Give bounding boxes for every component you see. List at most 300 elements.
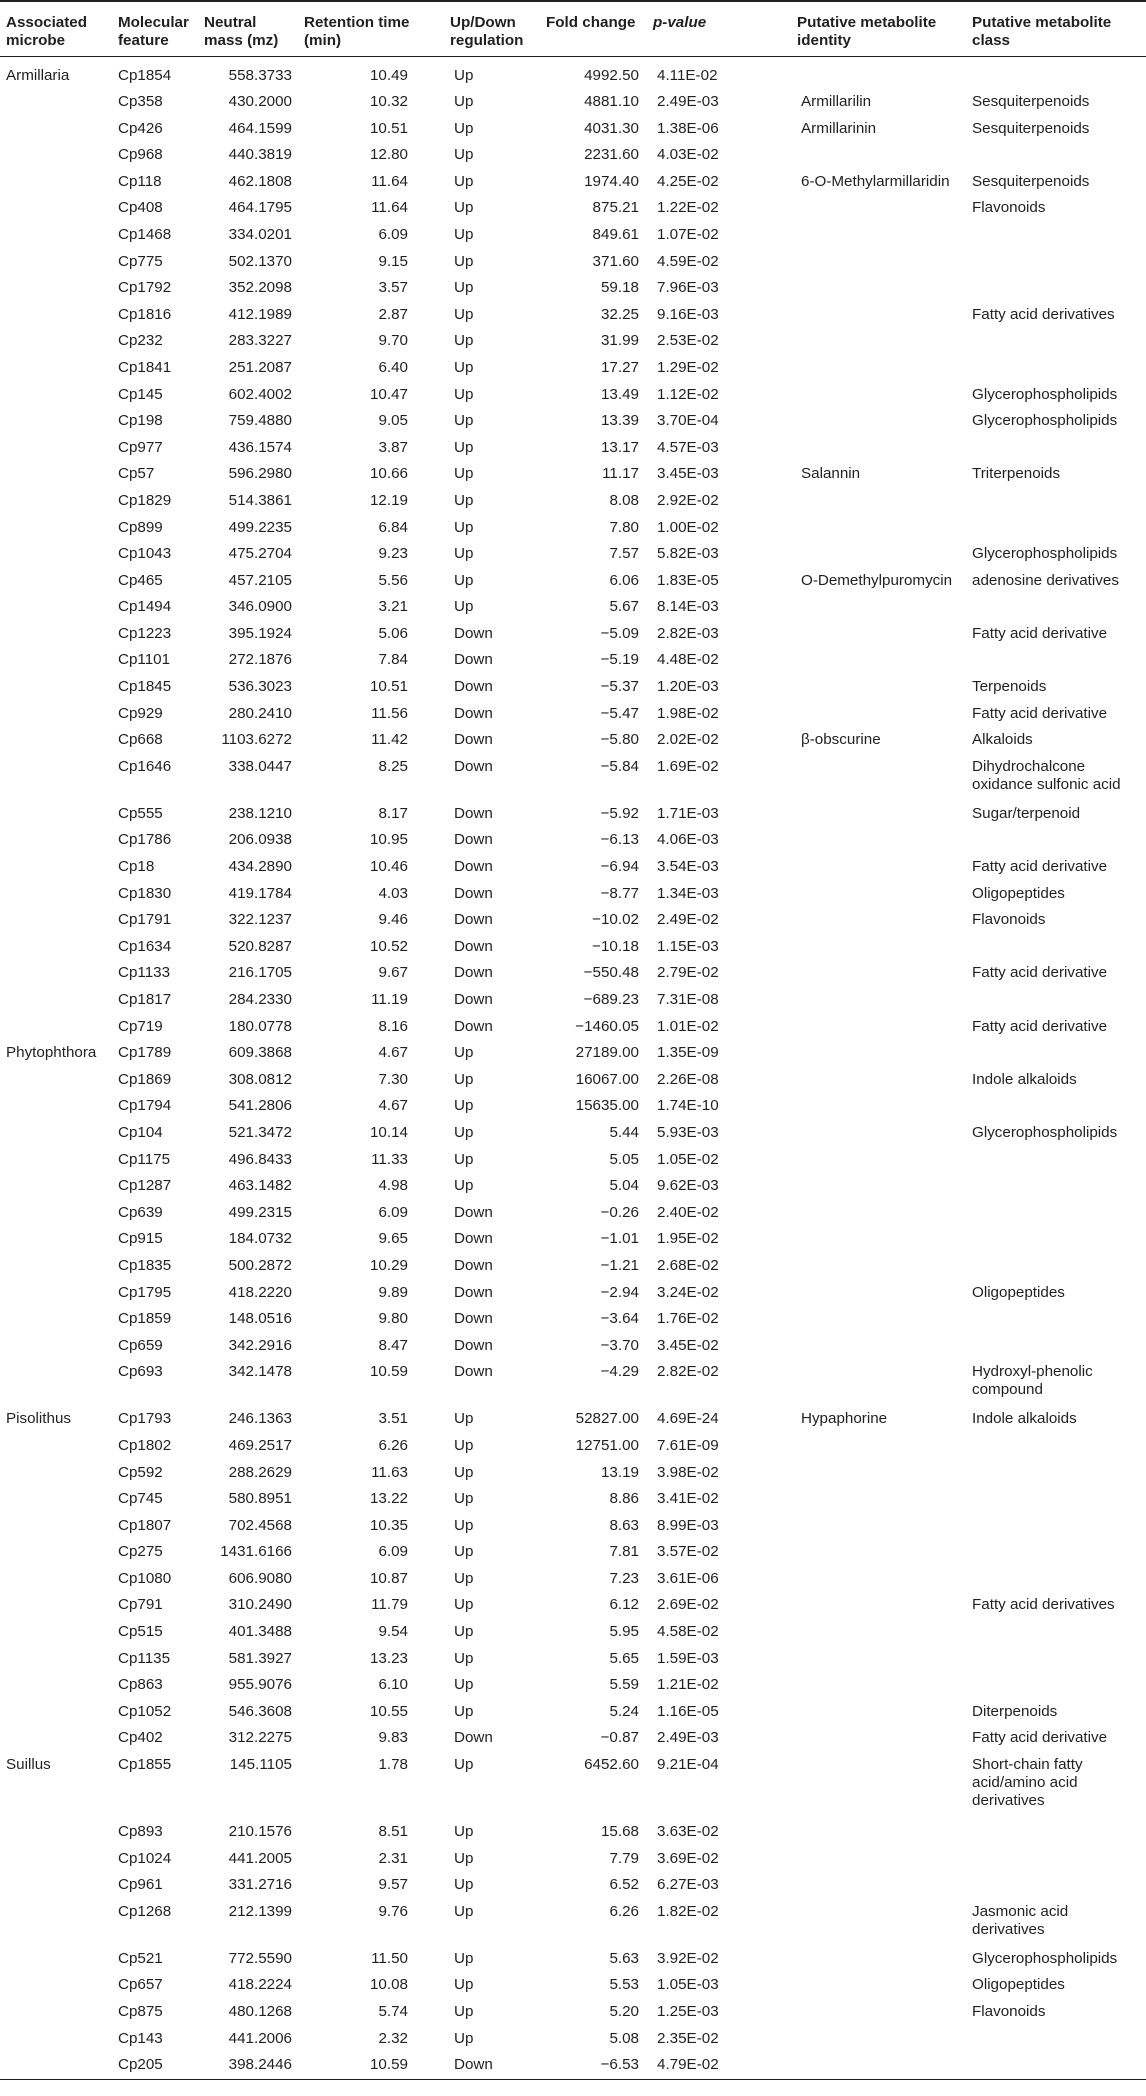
cell-feature: Cp145 xyxy=(118,385,163,403)
cell-fold-change: −5.09 xyxy=(600,624,639,642)
cell-retention-time: 11.63 xyxy=(371,1463,408,1481)
cell-regulation: Up xyxy=(454,1410,474,1428)
header-fold-change: Fold change xyxy=(540,1,647,56)
cell-feature: Cp521 xyxy=(118,1949,163,1967)
cell-p-value: 1.20E-03 xyxy=(657,678,719,696)
cell-mass: 1103.6272 xyxy=(221,731,292,749)
cell-feature: Cp57 xyxy=(118,465,155,483)
cell-retention-time: 1.78 xyxy=(378,1756,408,1774)
cell-feature: Cp1855 xyxy=(118,1756,172,1774)
cell-identity: Hypaphorine xyxy=(801,1410,888,1428)
cell-class xyxy=(966,595,1146,622)
cell-mass: 521.3472 xyxy=(228,1123,292,1141)
cell-feature: Cp408 xyxy=(118,199,163,217)
cell-p-value: 6.27E-03 xyxy=(657,1876,719,1894)
cell-feature: Cp1135 xyxy=(118,1649,171,1667)
cell-class: Oligopeptides xyxy=(972,884,1065,902)
cell-mass: 342.2916 xyxy=(228,1336,292,1354)
cell-regulation: Up xyxy=(454,1569,474,1587)
cell-retention-time: 10.14 xyxy=(369,1123,408,1141)
table-row xyxy=(0,828,1146,855)
cell-identity xyxy=(791,409,966,436)
cell-microbe xyxy=(0,648,112,675)
cell-regulation: Up xyxy=(454,305,474,323)
table-row xyxy=(0,961,1146,988)
cell-retention-time: 9.89 xyxy=(378,1283,408,1301)
cell-mass: 702.4568 xyxy=(228,1516,292,1534)
cell-feature: Cp205 xyxy=(112,2053,198,2080)
cell-fold-change: 6.12 xyxy=(609,1596,639,1614)
cell-mass: 342.1478 xyxy=(228,1363,292,1381)
cell-microbe xyxy=(0,542,112,569)
cell-class xyxy=(966,1820,1146,1847)
cell-class xyxy=(966,1041,1146,1068)
cell-regulation: Up xyxy=(454,332,474,350)
cell-microbe xyxy=(0,516,112,543)
cell-microbe xyxy=(0,1254,112,1281)
table-row xyxy=(0,170,1146,197)
cell-microbe xyxy=(0,436,112,463)
cell-p-value: 3.98E-02 xyxy=(657,1463,719,1481)
table-row xyxy=(0,1041,1146,1068)
cell-fold-change: 27189.00 xyxy=(575,1044,639,1062)
cell-p-value: 2.69E-02 xyxy=(657,1596,719,1614)
cell-class xyxy=(966,1514,1146,1541)
cell-fold-change: −5.80 xyxy=(600,731,639,749)
cell-regulation: Down xyxy=(454,678,493,696)
cell-fold-change: −5.84 xyxy=(600,757,639,775)
table-row xyxy=(0,489,1146,516)
cell-identity xyxy=(791,988,966,1015)
cell-microbe xyxy=(0,1873,112,1900)
table-row xyxy=(0,595,1146,622)
cell-feature: Cp198 xyxy=(118,412,163,430)
cell-mass: 462.1808 xyxy=(228,172,292,190)
cell-class xyxy=(966,1227,1146,1254)
cell-mass: 464.1599 xyxy=(228,119,292,137)
cell-retention-time: 4.03 xyxy=(378,884,408,902)
cell-feature: Cp977 xyxy=(118,438,163,456)
cell-retention-time: 8.51 xyxy=(378,1823,408,1841)
cell-regulation: Down xyxy=(454,884,493,902)
cell-regulation: Down xyxy=(444,2053,540,2080)
cell-regulation: Down xyxy=(454,804,493,822)
table-row xyxy=(0,1094,1146,1121)
cell-p-value: 3.63E-02 xyxy=(657,1823,719,1841)
table-row xyxy=(0,675,1146,702)
cell-microbe xyxy=(0,1307,112,1334)
cell-p-value: 5.93E-03 xyxy=(657,1123,719,1141)
cell-fold-change: 7.57 xyxy=(609,545,639,563)
cell-mass: 412.1989 xyxy=(228,305,292,323)
table-row xyxy=(0,622,1146,649)
table-row xyxy=(0,329,1146,356)
cell-regulation: Up xyxy=(454,598,474,616)
cell-microbe xyxy=(0,143,112,170)
cell-class xyxy=(966,223,1146,250)
cell-class: Dihydrochalcone oxidance sulfonic acid xyxy=(972,757,1121,793)
cell-p-value: 3.45E-03 xyxy=(657,465,719,483)
cell-microbe xyxy=(0,1148,112,1175)
cell-regulation: Up xyxy=(454,93,474,110)
cell-regulation: Up xyxy=(454,571,474,589)
cell-microbe xyxy=(0,1201,112,1228)
cell-p-value: 3.45E-02 xyxy=(657,1336,719,1354)
cell-feature: Cp515 xyxy=(118,1623,163,1641)
cell-feature: Cp18 xyxy=(118,858,155,876)
cell-p-value: 1.59E-03 xyxy=(657,1649,719,1667)
cell-microbe xyxy=(0,196,112,223)
cell-retention-time: 9.65 xyxy=(378,1230,408,1248)
cell-p-value: 4.79E-02 xyxy=(647,2053,791,2080)
cell-feature: Cp1786 xyxy=(118,831,172,849)
cell-identity: Armillarilin xyxy=(801,93,872,110)
cell-identity xyxy=(791,1700,966,1727)
table-row xyxy=(0,1148,1146,1175)
cell-regulation: Up xyxy=(454,1596,474,1614)
cell-p-value: 2.82E-02 xyxy=(657,1363,719,1381)
cell-identity xyxy=(791,516,966,543)
table-row xyxy=(0,2000,1146,2027)
table-row xyxy=(0,1540,1146,1567)
cell-mass: 418.2224 xyxy=(228,1976,292,1994)
cell-regulation: Down xyxy=(454,1230,493,1248)
cell-p-value: 3.41E-02 xyxy=(657,1490,719,1508)
cell-retention-time: 9.05 xyxy=(378,412,408,430)
cell-mass: 272.1876 xyxy=(228,651,292,669)
cell-retention-time: 5.74 xyxy=(378,2003,408,2020)
cell-class: Sesquiterpenoids xyxy=(972,119,1090,137)
cell-regulation: Up xyxy=(454,1976,474,1994)
cell-class xyxy=(966,1540,1146,1567)
table-row xyxy=(0,1307,1146,1334)
cell-class: Fatty acid derivatives xyxy=(972,1596,1115,1614)
cell-class xyxy=(966,648,1146,675)
cell-mass: 502.1370 xyxy=(228,252,292,270)
cell-microbe xyxy=(0,1334,112,1361)
cell-fold-change: 59.18 xyxy=(600,279,639,297)
cell-feature: Cp639 xyxy=(118,1203,163,1221)
cell-microbe xyxy=(0,276,112,303)
cell-regulation: Up xyxy=(454,66,474,84)
cell-microbe xyxy=(0,1434,112,1461)
cell-identity xyxy=(791,1847,966,1874)
cell-fold-change: 5.20 xyxy=(609,2003,639,2020)
cell-identity xyxy=(791,1094,966,1121)
cell-feature: Cp659 xyxy=(118,1336,163,1354)
cell-retention-time: 6.26 xyxy=(378,1436,408,1454)
cell-regulation: Up xyxy=(454,1543,474,1561)
cell-microbe xyxy=(0,622,112,649)
cell-class: Sesquiterpenoids xyxy=(972,93,1090,110)
cell-identity xyxy=(791,1973,966,2000)
cell-identity: Armillarinin xyxy=(801,119,877,137)
cell-regulation: Up xyxy=(454,1150,474,1168)
cell-feature: Cp1634 xyxy=(118,937,172,955)
cell-regulation: Down xyxy=(454,1363,493,1381)
table-row xyxy=(0,755,1146,802)
cell-class: Short-chain fatty acid/amino acid derivatives xyxy=(972,1756,1083,1809)
cell-class: Flavonoids xyxy=(972,911,1046,929)
cell-microbe xyxy=(0,1947,112,1974)
cell-p-value: 4.58E-02 xyxy=(657,1623,719,1641)
cell-mass: 184.0732 xyxy=(228,1230,292,1248)
table-row xyxy=(0,1700,1146,1727)
cell-p-value: 1.29E-02 xyxy=(657,358,719,376)
cell-p-value: 2.82E-03 xyxy=(657,624,719,642)
cell-microbe xyxy=(0,1647,112,1674)
cell-regulation: Up xyxy=(454,1436,474,1454)
cell-feature: Cp1802 xyxy=(118,1436,172,1454)
cell-fold-change: 8.63 xyxy=(609,1516,639,1534)
cell-retention-time: 12.19 xyxy=(369,491,408,509)
cell-microbe xyxy=(0,329,112,356)
cell-microbe xyxy=(0,409,112,436)
cell-class xyxy=(966,1461,1146,1488)
cell-fold-change: 31.99 xyxy=(600,332,639,350)
cell-p-value: 1.34E-03 xyxy=(657,884,719,902)
cell-p-value: 4.11E-02 xyxy=(657,66,718,84)
table-row xyxy=(0,2053,1146,2080)
cell-microbe xyxy=(0,908,112,935)
cell-identity xyxy=(791,855,966,882)
cell-class xyxy=(966,1174,1146,1201)
cell-feature: Cp1494 xyxy=(118,598,172,616)
cell-class xyxy=(966,1620,1146,1647)
table-row xyxy=(0,1487,1146,1514)
cell-mass: 596.2980 xyxy=(228,465,292,483)
cell-feature: Cp1807 xyxy=(118,1516,172,1534)
cell-feature: Cp275 xyxy=(118,1543,163,1561)
cell-fold-change: 2231.60 xyxy=(584,146,639,164)
cell-p-value: 1.71E-03 xyxy=(657,804,719,822)
header-microbe: Associated microbe xyxy=(0,1,112,56)
cell-identity xyxy=(791,882,966,909)
cell-fold-change: −4.29 xyxy=(600,1363,639,1381)
cell-microbe xyxy=(0,1487,112,1514)
cell-retention-time: 11.19 xyxy=(371,991,408,1008)
cell-fold-change: 7.80 xyxy=(609,518,639,536)
cell-microbe xyxy=(0,1094,112,1121)
cell-class xyxy=(966,828,1146,855)
cell-fold-change: 12751.00 xyxy=(575,1436,639,1454)
cell-mass: 606.9080 xyxy=(228,1569,292,1587)
table-row xyxy=(0,728,1146,755)
cell-fold-change: −1.01 xyxy=(600,1230,639,1248)
cell-regulation: Up xyxy=(454,199,474,217)
cell-mass: 580.8951 xyxy=(228,1490,292,1508)
table-row xyxy=(0,1254,1146,1281)
cell-class: Glycerophospholipids xyxy=(972,385,1118,403)
cell-identity xyxy=(791,436,966,463)
cell-feature: Cp426 xyxy=(118,119,163,137)
cell-class xyxy=(966,1334,1146,1361)
cell-p-value: 9.62E-03 xyxy=(657,1177,719,1195)
cell-microbe xyxy=(0,356,112,383)
cell-class: Triterpenoids xyxy=(972,465,1061,483)
cell-mass: 418.2220 xyxy=(228,1283,292,1301)
cell-mass: 500.2872 xyxy=(228,1256,292,1274)
cell-regulation: Down xyxy=(454,1310,493,1328)
cell-fold-change: −6.94 xyxy=(600,858,639,876)
table-row xyxy=(0,1121,1146,1148)
cell-regulation: Up xyxy=(454,1070,474,1088)
cell-retention-time: 10.59 xyxy=(298,2053,444,2080)
cell-retention-time: 10.08 xyxy=(369,1976,408,1994)
header-class: Putative metabolite class xyxy=(966,1,1146,56)
cell-microbe xyxy=(0,1820,112,1847)
cell-mass: 312.2275 xyxy=(228,1729,292,1747)
cell-mass: 280.2410 xyxy=(228,704,292,722)
cell-microbe xyxy=(0,1593,112,1620)
header-p-value: p-value xyxy=(647,1,791,56)
cell-regulation: Up xyxy=(454,1044,474,1062)
cell-class xyxy=(966,1487,1146,1514)
cell-identity xyxy=(791,1514,966,1541)
cell-feature: Cp657 xyxy=(118,1976,163,1994)
cell-feature: Cp1794 xyxy=(118,1097,172,1115)
cell-identity xyxy=(791,2053,966,2080)
cell-mass: 212.1399 xyxy=(228,1902,292,1920)
table-row xyxy=(0,882,1146,909)
cell-fold-change: 4031.30 xyxy=(584,119,639,137)
cell-identity xyxy=(791,1360,966,1407)
cell-regulation: Up xyxy=(454,1516,474,1534)
cell-identity xyxy=(791,1254,966,1281)
table-row xyxy=(0,542,1146,569)
cell-mass: 216.1705 xyxy=(228,964,292,982)
cell-class: Indole alkaloids xyxy=(972,1410,1077,1428)
cell-fold-change: 5.08 xyxy=(609,2029,639,2047)
cell-microbe xyxy=(0,489,112,516)
table-row xyxy=(0,436,1146,463)
cell-regulation: Down xyxy=(454,1336,493,1354)
table-row xyxy=(0,1593,1146,1620)
cell-feature: Cp1829 xyxy=(118,491,172,509)
cell-class xyxy=(966,276,1146,303)
cell-identity xyxy=(791,961,966,988)
cell-microbe xyxy=(0,383,112,410)
table-row xyxy=(0,569,1146,596)
cell-retention-time: 6.09 xyxy=(378,1543,408,1561)
cell-mass: 469.2517 xyxy=(228,1436,292,1454)
cell-retention-time: 13.22 xyxy=(369,1490,408,1508)
cell-mass: 955.9076 xyxy=(228,1676,292,1694)
cell-p-value: 2.35E-02 xyxy=(657,2029,719,2047)
cell-retention-time: 2.31 xyxy=(378,1849,408,1867)
table-row xyxy=(0,1973,1146,2000)
cell-identity xyxy=(791,1174,966,1201)
cell-feature: Cp1268 xyxy=(118,1902,172,1920)
cell-feature: Cp968 xyxy=(118,146,163,164)
header-regulation: Up/Down regulation xyxy=(444,1,540,56)
cell-regulation: Up xyxy=(454,1676,474,1694)
cell-class xyxy=(966,1647,1146,1674)
cell-identity xyxy=(791,1068,966,1095)
cell-class xyxy=(966,356,1146,383)
cell-identity xyxy=(791,622,966,649)
cell-retention-time: 9.80 xyxy=(378,1310,408,1328)
cell-feature: Cp1795 xyxy=(118,1283,172,1301)
cell-microbe xyxy=(0,1068,112,1095)
cell-identity xyxy=(791,1820,966,1847)
cell-mass: 308.0812 xyxy=(228,1070,292,1088)
table-row xyxy=(0,1847,1146,1874)
cell-class xyxy=(966,1567,1146,1594)
table-row xyxy=(0,516,1146,543)
cell-class: Glycerophospholipids xyxy=(972,412,1118,430)
cell-regulation: Down xyxy=(454,1203,493,1221)
cell-regulation: Up xyxy=(454,1756,474,1774)
cell-class: Fatty acid derivative xyxy=(972,1017,1108,1035)
cell-feature: Cp1101 xyxy=(118,651,171,669)
cell-microbe xyxy=(0,1015,112,1042)
cell-feature: Cp899 xyxy=(118,518,163,536)
table-row xyxy=(0,1334,1146,1361)
cell-mass: 480.1268 xyxy=(228,2003,292,2020)
cell-mass: 441.2005 xyxy=(228,1849,292,1867)
cell-microbe xyxy=(0,702,112,729)
cell-fold-change: −10.18 xyxy=(592,937,639,955)
cell-feature: Cp1468 xyxy=(118,225,172,243)
cell-feature: Cp555 xyxy=(118,804,163,822)
cell-regulation: Up xyxy=(454,2029,474,2047)
cell-retention-time: 9.46 xyxy=(378,911,408,929)
cell-mass: 310.2490 xyxy=(228,1596,292,1614)
cell-class xyxy=(966,329,1146,356)
cell-feature: Cp104 xyxy=(118,1123,163,1141)
cell-microbe xyxy=(0,1847,112,1874)
cell-feature: Cp1854 xyxy=(118,66,172,84)
cell-p-value: 1.05E-03 xyxy=(657,1976,719,1994)
cell-identity xyxy=(791,329,966,356)
cell-microbe xyxy=(0,1174,112,1201)
cell-retention-time: 11.64 xyxy=(371,172,408,190)
cell-class: Fatty acid derivatives xyxy=(972,305,1115,323)
cell-microbe xyxy=(0,1726,112,1753)
table-row xyxy=(0,908,1146,935)
cell-regulation: Up xyxy=(454,358,474,376)
cell-retention-time: 9.67 xyxy=(378,964,408,982)
table-row xyxy=(0,303,1146,330)
cell-feature: Cp1223 xyxy=(118,624,172,642)
cell-regulation: Up xyxy=(454,1823,474,1841)
cell-p-value: 2.40E-02 xyxy=(657,1203,719,1221)
cell-identity xyxy=(791,908,966,935)
cell-identity xyxy=(791,383,966,410)
cell-retention-time: 4.67 xyxy=(378,1097,408,1115)
cell-mass: 322.1237 xyxy=(228,911,292,929)
cell-identity xyxy=(791,1307,966,1334)
cell-retention-time: 3.57 xyxy=(378,279,408,297)
cell-mass: 772.5590 xyxy=(228,1949,292,1967)
table-row xyxy=(0,56,1146,90)
cell-retention-time: 10.32 xyxy=(369,93,408,110)
cell-microbe xyxy=(0,1461,112,1488)
cell-feature: Cp791 xyxy=(118,1596,163,1614)
cell-identity xyxy=(791,1334,966,1361)
cell-p-value: 1.76E-02 xyxy=(657,1310,719,1328)
cell-feature: Cp358 xyxy=(118,93,163,110)
cell-retention-time: 10.52 xyxy=(369,937,408,955)
cell-class: Glycerophospholipids xyxy=(972,1123,1118,1141)
cell-regulation: Up xyxy=(454,1702,474,1720)
cell-retention-time: 11.50 xyxy=(371,1949,408,1967)
cell-mass: 419.1784 xyxy=(228,884,292,902)
cell-retention-time: 8.17 xyxy=(378,804,408,822)
cell-microbe xyxy=(0,1540,112,1567)
cell-mass: 434.2890 xyxy=(228,858,292,876)
